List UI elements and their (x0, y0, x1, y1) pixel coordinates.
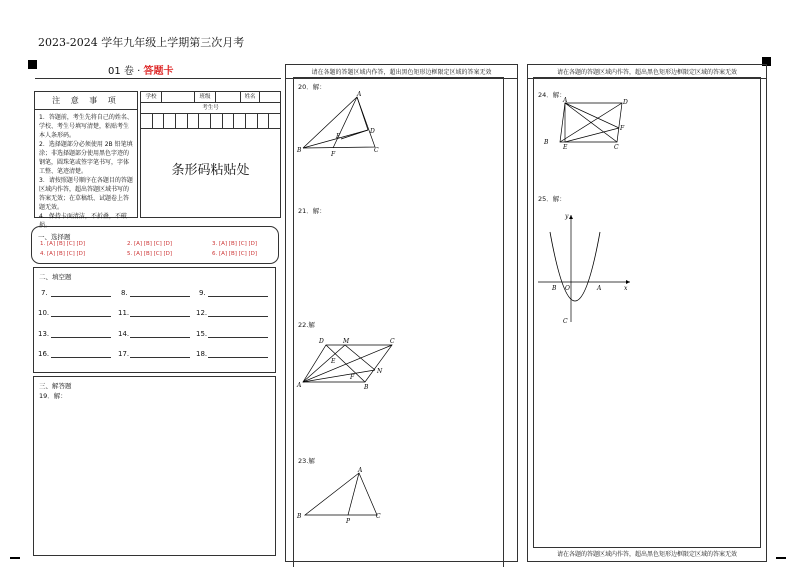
notice-title: 注 意 事 项 (35, 92, 137, 110)
fig25-label: O (565, 285, 570, 292)
answer-card-label: 答题卡 (143, 66, 174, 77)
fig20-label: C (374, 147, 379, 154)
right-notice-top: 请在各题的答题区域内作答，超出黑色矩形边框限定区域的答案无效 (528, 65, 766, 79)
figure-22 (295, 335, 405, 393)
exam-no-grid[interactable] (141, 114, 280, 129)
fill-answer-line[interactable] (51, 357, 111, 358)
fig24-label: C (614, 144, 619, 151)
fill-answer-line[interactable] (208, 337, 268, 338)
fill-answer-line[interactable] (51, 337, 111, 338)
right-notice-bottom: 请在各题的答题区域内作答，超出黑色矩形边框限定区域的答案无效 (556, 551, 737, 558)
fig24-label: D (623, 99, 628, 106)
fill-num: 7. (41, 289, 48, 297)
fill-num: 13. (38, 330, 50, 338)
fill-answer-line[interactable] (51, 296, 111, 297)
fig22-label: N (377, 368, 383, 375)
fig23-label: C (376, 513, 381, 520)
choice-q6[interactable]: 6. [A] [B] [C] [D] (212, 251, 258, 257)
fill-heading: 二、填空题 (39, 273, 72, 281)
choice-q1[interactable]: 1. [A] [B] [C] [D] (40, 241, 86, 247)
fill-num: 14. (118, 330, 130, 338)
fig25-label: A (597, 285, 602, 292)
fill-num: 9. (199, 289, 206, 297)
choice-heading: 一、选择题 (38, 233, 71, 241)
fig25-label: C (563, 318, 568, 325)
answer-section[interactable] (33, 376, 276, 556)
fill-num: 16. (38, 350, 50, 358)
notice-item: 4．保持卡面清洁，不折叠，不破损。 (39, 213, 127, 229)
fig23-label: P (346, 518, 351, 525)
fill-answer-line[interactable] (51, 316, 111, 317)
fill-num: 17. (118, 350, 130, 358)
q20-label: 20．解： (298, 83, 326, 91)
choice-q2[interactable]: 2. [A] [B] [C] [D] (127, 241, 173, 247)
name-field[interactable] (260, 92, 280, 102)
q23-label: 23.解 (298, 457, 315, 465)
corner-mark-icon (28, 60, 37, 69)
fig20-label: D (370, 128, 375, 135)
choice-q5[interactable]: 5. [A] [B] [C] [D] (127, 251, 173, 257)
fig24-label: E (563, 144, 568, 151)
info-box (140, 91, 281, 218)
notice-item: 3．请按照题号顺序在各题目的答题区域内作答，超出答题区域书写的答案无效；在草稿纸、试题卷上答题无效。 (39, 177, 133, 211)
exam-no-label: 考生号 (141, 103, 280, 114)
fig22-label: A (297, 382, 302, 389)
figure-24 (540, 95, 635, 153)
corner-mark-icon (776, 557, 786, 559)
volume-text: 01 卷 · (108, 66, 144, 77)
fill-answer-line[interactable] (130, 316, 190, 317)
notice-box (34, 91, 138, 229)
fig22-label: C (390, 338, 395, 345)
notice-item: 2．选择题部分必须使用 2B 铅笔填涂；非选择题部分使用黑色字迹的钢笔，圆珠笔或签字笔书写，字体工整、笔迹清楚。 (39, 141, 133, 175)
figure-20 (295, 88, 385, 160)
figure-25 (538, 210, 636, 328)
fig22-label: B (364, 384, 369, 391)
fill-answer-line[interactable] (130, 337, 190, 338)
fill-answer-line[interactable] (208, 296, 268, 297)
header-rule (35, 78, 281, 79)
fig25-label: x (624, 285, 628, 292)
volume-label (108, 62, 173, 77)
fill-answer-line[interactable] (208, 316, 268, 317)
fig20-label: A (357, 91, 362, 98)
choice-section (31, 226, 279, 264)
middle-notice: 请在各题的答题区域内作答，超出黑色矩形边框限定区域的答案无效 (286, 65, 517, 79)
fill-answer-line[interactable] (130, 296, 190, 297)
class-label: 班级 (195, 92, 216, 102)
fig25-label: B (552, 285, 557, 292)
q19-label: 19．解： (39, 392, 67, 400)
fig23-label: B (297, 513, 302, 520)
fig24-label: A (563, 97, 568, 104)
corner-mark-icon (10, 557, 20, 559)
fill-answer-line[interactable] (208, 357, 268, 358)
name-label: 姓名 (241, 92, 260, 102)
page-title: 2023-2024 学年九年级上学期第三次月考 (38, 36, 245, 49)
notice-item: 1．答题前，考生先将自己的姓名、学校、考生号填写清楚，粘贴考生本人条形码。 (39, 114, 133, 139)
fig25-label: y (565, 213, 569, 220)
answer-heading: 三、解答题 (39, 382, 72, 390)
fill-num: 15. (196, 330, 208, 338)
fig20-label: E (336, 133, 341, 140)
fig24-label: B (544, 139, 549, 146)
fill-answer-line[interactable] (130, 357, 190, 358)
fig20-label: F (331, 151, 336, 158)
q22-label: 22.解 (298, 321, 315, 329)
fill-num: 10. (38, 309, 50, 317)
fill-num: 8. (121, 289, 128, 297)
fill-num: 18. (196, 350, 208, 358)
school-label: 学校 (141, 92, 162, 102)
fig22-label: E (331, 358, 336, 365)
fig20-label: B (297, 147, 302, 154)
fig24-label: F (620, 125, 625, 132)
choice-q3[interactable]: 3. [A] [B] [C] [D] (212, 241, 258, 247)
q24-label: 24．解： (538, 91, 566, 99)
class-field[interactable] (216, 92, 241, 102)
q21-label: 21．解： (298, 207, 326, 215)
fig23-label: A (358, 467, 363, 474)
barcode-area: 条形码粘贴处 (171, 163, 250, 178)
q25-label: 25．解： (538, 195, 566, 203)
fig22-label: M (343, 338, 350, 345)
figure-23 (295, 465, 390, 527)
fill-num: 11. (118, 309, 130, 317)
fig22-label: D (319, 338, 324, 345)
school-field[interactable] (162, 92, 195, 102)
choice-q4[interactable]: 4. [A] [B] [C] [D] (40, 251, 86, 257)
fig22-label: F (350, 374, 355, 381)
fill-section (33, 267, 276, 373)
fill-num: 12. (196, 309, 208, 317)
